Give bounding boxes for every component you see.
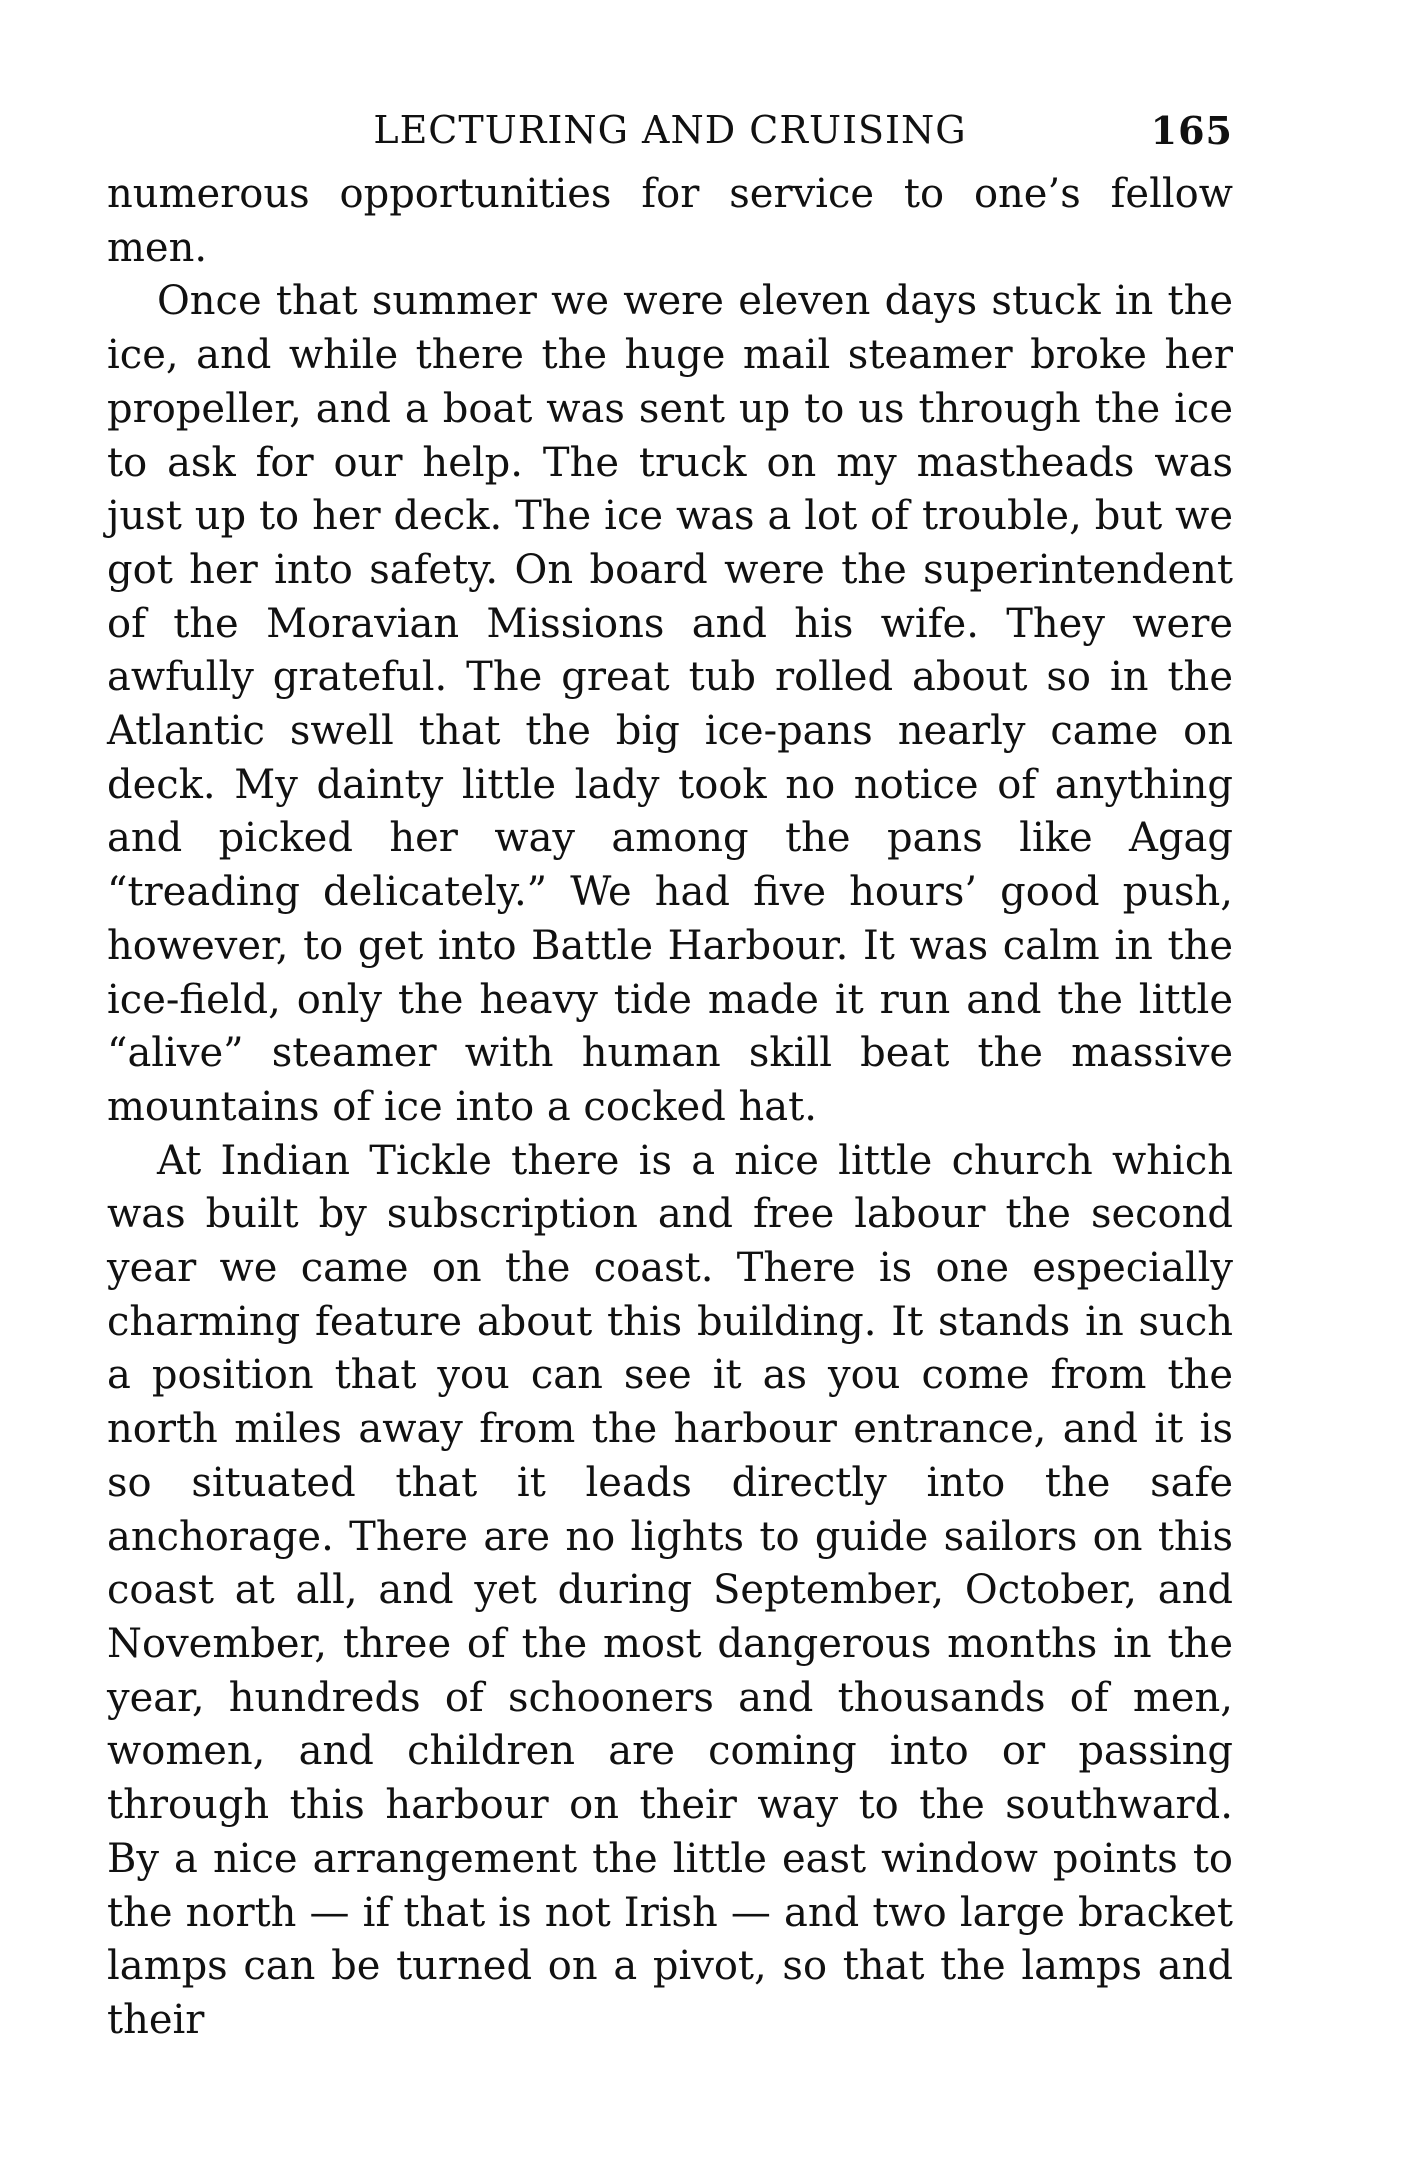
paragraph-indian-tickle-church: At Indian Tickle there is a nice little church which was built by subscription and free labour the second year we came on the coast. There is one especially charming feature about this building. It stands in such a position that you can see it as you come from the north miles away from the harbour entrance, and it is so situated that it leads directly into the safe anchorage. There are no lights to guide sailors on this coast at all, and yet during September, October, and November, three of the most dangerous months in the year, hundreds of schooners and thousands of men, women, and children are coming into or passing through this harbour on their way to the southward. By a nice arrangement the little east window points to the north — if that is not Irish — and two large bracket lamps can be turned on a pivot, so that the lamps and their — [107, 1137, 1233, 2043]
book-page — [107, 108, 1233, 2048]
paragraph-ice-rescue: Once that summer we were eleven days stuck in the ice, and while there the huge mail steamer broke her propeller, and a boat was sent up to us through the ice to ask for our help. The truck on my mastheads was just up to her deck. The ice was a lot of trouble, but we got her into safety. On board were the superintendent of the Moravian Missions and his wife. They were awfully grateful. The great tub rolled about so in the Atlantic swell that the big ice-pans nearly came on deck. My dainty little lady took no notice of anything and picked her way among the pans like Agag “treading delicately.” We had five hours’ good push, however, to get into Battle Harbour. It was calm in the ice-field, only the heavy tide made it run and the little “alive” steamer with human skill beat the massive mountains of ice into a cocked hat. — [107, 278, 1233, 1130]
running-head — [107, 108, 1233, 168]
body-text — [107, 168, 1233, 2048]
paragraph-continued: numerous opportunities for service to one’s fellow men. — [107, 171, 1233, 271]
running-title: LECTURING AND CRUISING — [373, 108, 967, 152]
page-number: 165 — [1150, 108, 1233, 153]
